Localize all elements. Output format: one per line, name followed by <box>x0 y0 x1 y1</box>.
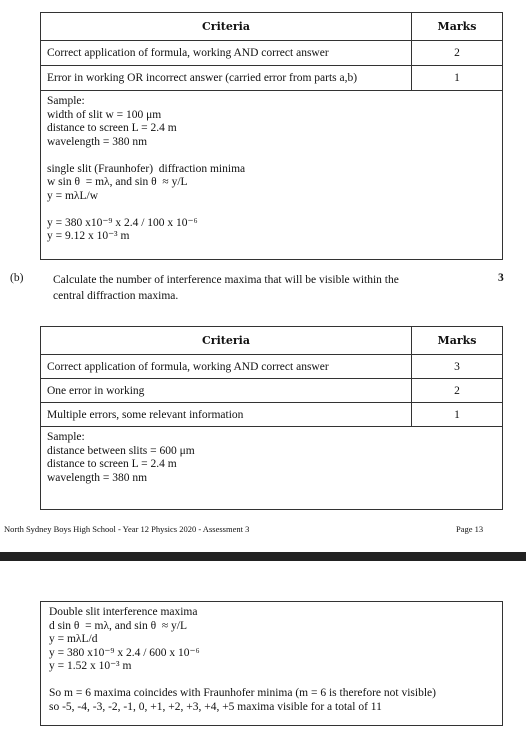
sample-line <box>49 674 494 688</box>
page-footer-left: North Sydney Boys High School - Year 12 Physics 2020 - Assessment 3 <box>4 524 250 534</box>
sample-line: w sin θ = mλ, and sin θ ≈ y/L <box>47 176 188 188</box>
sample-line: width of slit w = 100 μm <box>47 108 162 121</box>
marks-cell: 3 <box>412 355 503 379</box>
marks-cell: 2 <box>412 379 503 403</box>
marks-cell: 2 <box>412 41 503 66</box>
sample-answer-continuation <box>40 601 503 726</box>
sample-line <box>47 149 496 163</box>
sample-line: d sin θ = mλ, and sin θ ≈ y/L <box>49 619 187 632</box>
sample-line: So m = 6 maxima coincides with Fraunhofer minima (m = 6 is therefore not visible) <box>49 687 436 699</box>
sample-line <box>47 203 496 217</box>
criteria-header: Criteria <box>41 327 412 355</box>
sample-line: Double slit interference maxima <box>49 606 198 618</box>
sample-line: y = 380 x10⁻⁹ x 2.4 / 100 x 10⁻⁶ <box>47 216 198 229</box>
page-number: Page 13 <box>456 524 484 534</box>
sample-line: distance to screen L = 2.4 m <box>47 458 177 470</box>
criteria-cell: One error in working <box>41 379 412 403</box>
sample-answer-1 <box>41 91 503 260</box>
sample-line: y = 9.12 x 10⁻³ m <box>47 230 130 242</box>
question-text <box>53 272 399 304</box>
sample-line: y = mλL/w <box>47 189 99 202</box>
question-label: (b) <box>10 272 24 284</box>
marks-cell: 1 <box>412 66 503 91</box>
sample-line: single slit (Fraunhofer) diffraction minima <box>47 162 246 175</box>
criteria-header: Criteria <box>41 13 412 41</box>
sample-line: distance between slits = 600 μm <box>47 444 195 457</box>
sample-line: y = 380 x10⁻⁹ x 2.4 / 600 x 10⁻⁶ <box>49 646 200 659</box>
marks-header: Marks <box>412 13 503 41</box>
sample-line: distance to screen L = 2.4 m <box>47 122 177 134</box>
question-marks: 3 <box>498 272 504 284</box>
marking-criteria-table-2 <box>40 326 503 510</box>
page-break-divider <box>0 552 526 561</box>
sample-line: y = 1.52 x 10⁻³ m <box>49 660 132 672</box>
marking-criteria-table-1 <box>40 12 503 260</box>
sample-line: y = mλL/d <box>49 633 98 645</box>
sample-answer-2 <box>41 427 503 510</box>
sample-line: Sample: <box>47 95 85 107</box>
marks-cell: 1 <box>412 403 503 427</box>
sample-line: wavelength = 380 nm <box>47 471 148 484</box>
question-text-line: central diffraction maxima. <box>53 290 179 302</box>
sample-line: Sample: <box>47 431 85 443</box>
criteria-cell: Error in working OR incorrect answer (carried error from parts a,b) <box>41 66 412 91</box>
criteria-cell: Correct application of formula, working AND correct answer <box>41 41 412 66</box>
sample-line: so -5, -4, -3, -2, -1, 0, +1, +2, +3, +4, +5 maxima visible for a total of 11 <box>49 700 382 713</box>
criteria-cell: Multiple errors, some relevant information <box>41 403 412 427</box>
marks-header: Marks <box>412 327 503 355</box>
criteria-cell: Correct application of formula, working AND correct answer <box>41 355 412 379</box>
sample-line: wavelength = 380 nm <box>47 135 148 148</box>
question-text-line: Calculate the number of interference maxima that will be visible within the <box>53 274 399 286</box>
